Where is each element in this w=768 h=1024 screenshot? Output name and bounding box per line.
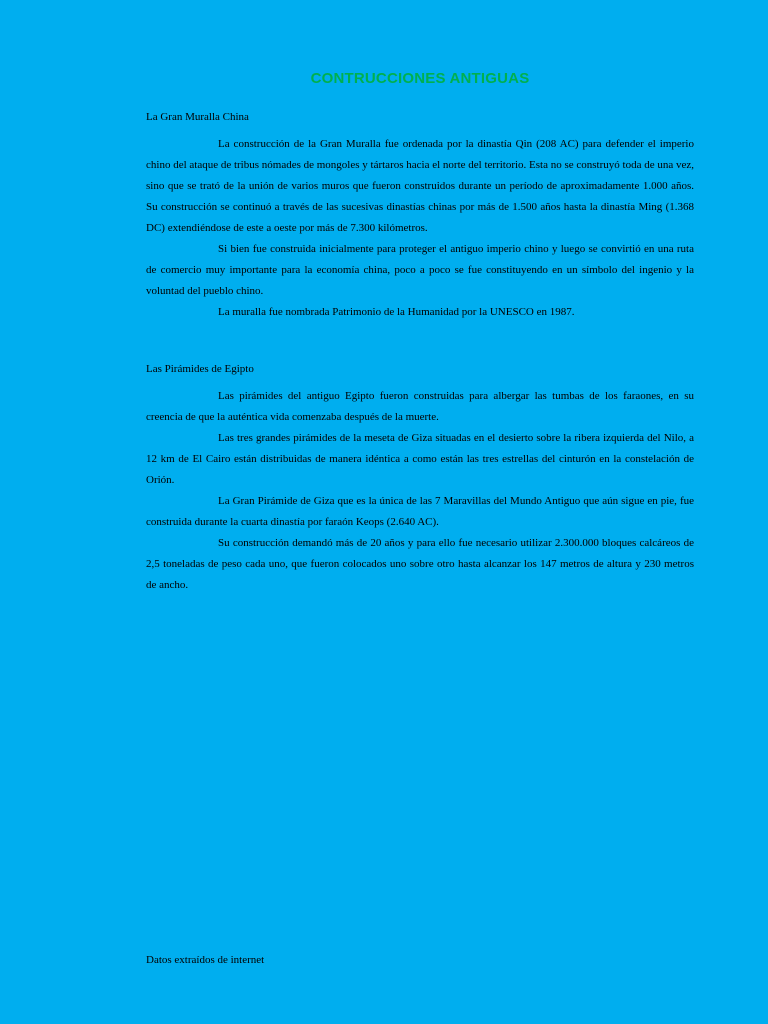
footer-note: Datos extraídos de internet bbox=[146, 954, 265, 966]
paragraph: Si bien fue construida inicialmente para proteger el antiguo imperio chino y luego se convirtió en una ruta de comercio muy importante para la economía china, poco a poco se fue constituyendo en un símbolo del ingenio y la voluntad del pueblo chino. bbox=[146, 243, 694, 297]
paragraph: Las tres grandes pirámides de la meseta de Giza situadas en el desierto sobre la ribera izquierda del Nilo, a 12 km de El Cairo están distribuidas de manera idéntica a como están las tres estrellas del cinturón en la constelación de Orión. bbox=[146, 432, 694, 486]
paragraph: La Gran Pirámide de Giza que es la única de las 7 Maravillas del Mundo Antiguo que aún sigue en pie, fue construida durante la cuarta dinastía por faraón Keops (2.640 AC). bbox=[146, 495, 694, 528]
section-body-piramides bbox=[146, 386, 694, 596]
paragraph: Las pirámides del antiguo Egipto fueron construidas para albergar las tumbas de los faraones, en su creencia de que la auténtica vida comenzaba después de la muerte. bbox=[146, 390, 694, 423]
paragraph: La construcción de la Gran Muralla fue ordenada por la dinastía Qin (208 AC) para defender el imperio chino del ataque de tribus nómades de mongoles y tártaros hacia el norte del territorio. Esta no se construyó toda de una vez, sino que se trató de la unión de varios muros que fueron construidos durante un período de aproximadamente 1.000 años. Su construcción se continuó a través de las sucesivas dinastías chinas por más de 1.500 años hasta la dinastía Ming (1.368 DC) extendiéndose de este a oeste por más de 7.300 kilómetros. bbox=[146, 138, 694, 234]
paragraph: La muralla fue nombrada Patrimonio de la Humanidad por la UNESCO en 1987. bbox=[218, 306, 575, 318]
section-heading-piramides: Las Pirámides de Egipto bbox=[146, 363, 254, 375]
document-page bbox=[146, 0, 694, 1024]
section-heading-gran-muralla: La Gran Muralla China bbox=[146, 111, 249, 123]
paragraph: Su construcción demandó más de 20 años y para ello fue necesario utilizar 2.300.000 bloques calcáreos de 2,5 toneladas de peso cada uno, que fueron colocados uno sobre otro hasta alcanzar los 147 metros de altura y 230 metros de ancho. bbox=[146, 537, 694, 591]
document-title: CONTRUCCIONES ANTIGUAS bbox=[310, 70, 530, 87]
section-body-gran-muralla bbox=[146, 134, 694, 323]
